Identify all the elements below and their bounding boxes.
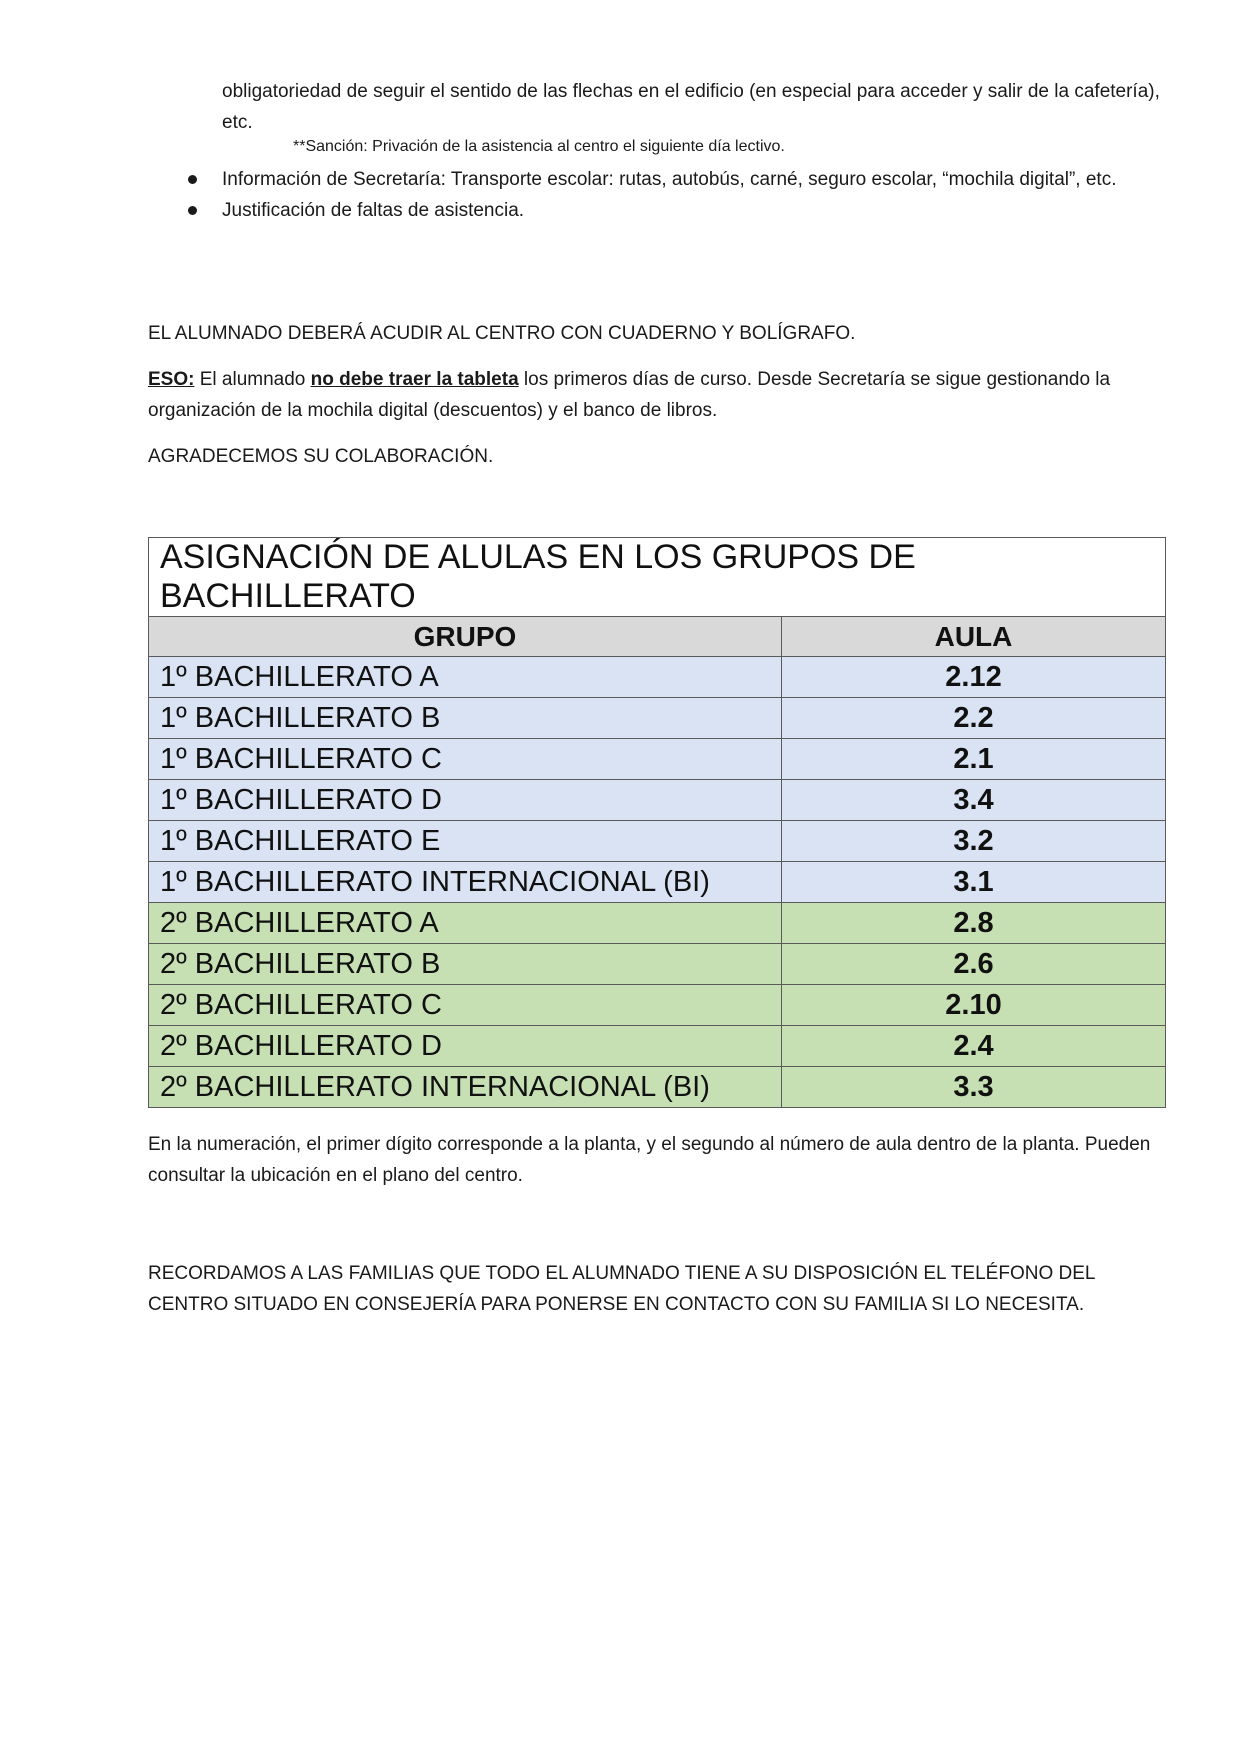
aulas-table (148, 537, 1166, 1108)
list-item-text: Información de Secretaría: Transporte escolar: rutas, autobús, carné, seguro escolar, “mochila digital”, etc. (222, 169, 1117, 190)
aula-cell: 3.2 (782, 821, 1166, 862)
alumnado-notice: EL ALUMNADO DEBERÁ ACUDIR AL CENTRO CON CUADERNO Y BOLÍGRAFO. (148, 323, 856, 344)
table-row (149, 698, 1166, 739)
table-row (149, 1067, 1166, 1108)
table-row (149, 1026, 1166, 1067)
grupo-cell: 2º BACHILLERATO D (149, 1026, 782, 1067)
grupo-cell: 1º BACHILLERATO A (149, 657, 782, 698)
grupo-cell: 1º BACHILLERATO INTERNACIONAL (BI) (149, 862, 782, 903)
grupo-cell: 1º BACHILLERATO B (149, 698, 782, 739)
aula-cell: 3.1 (782, 862, 1166, 903)
table-row (149, 780, 1166, 821)
aula-cell: 2.12 (782, 657, 1166, 698)
recordamos-note: RECORDAMOS A LAS FAMILIAS QUE TODO EL ALUMNADO TIENE A SU DISPOSICIÓN EL TELÉFONO DEL CENTRO SITUADO EN CONSEJERÍA PARA PONERSE EN CONTACTO CON SU FAMILIA SI LO NECESITA. (148, 1263, 1095, 1315)
grupo-cell: 2º BACHILLERATO B (149, 944, 782, 985)
continuation-text: obligatoriedad de seguir el sentido de las flechas en el edificio (en especial para acceder y salir de la cafetería), etc. (222, 81, 1160, 133)
list-item (0, 195, 1152, 226)
aula-cell: 2.1 (782, 739, 1166, 780)
column-header-aula: AULA (782, 617, 1166, 657)
table-row (149, 657, 1166, 698)
bullet-list (0, 164, 1240, 226)
aula-cell: 2.6 (782, 944, 1166, 985)
grupo-cell: 1º BACHILLERATO E (149, 821, 782, 862)
eso-label: ESO: (148, 369, 195, 390)
table-row (149, 739, 1166, 780)
eso-text-before: El alumnado (194, 369, 311, 390)
table-row (149, 944, 1166, 985)
eso-emphasis: no debe traer la tableta (310, 369, 519, 390)
table-row (149, 985, 1166, 1026)
column-header-grupo: GRUPO (149, 617, 782, 657)
table-row (149, 821, 1166, 862)
bullet-icon (188, 206, 197, 215)
table-row (149, 862, 1166, 903)
aula-cell: 2.10 (782, 985, 1166, 1026)
aula-cell: 2.8 (782, 903, 1166, 944)
numeracion-note: En la numeración, el primer dígito corresponde a la planta, y el segundo al número de aula dentro de la planta. Pueden consultar la ubicación en el plano del centro. (148, 1134, 1151, 1186)
aula-cell: 2.4 (782, 1026, 1166, 1067)
table-title: ASIGNACIÓN DE ALULAS EN LOS GRUPOS DE BACHILLERATO (149, 538, 1166, 617)
eso-text-after: los primeros días de curso. Desde Secretaría se sigue gestionando la organización de la mochila digital (descuentos) y el banco de libros. (148, 369, 1111, 421)
eso-paragraph (148, 364, 1168, 426)
grupo-cell: 2º BACHILLERATO INTERNACIONAL (BI) (149, 1067, 782, 1108)
sancion-note: **Sanción: Privación de la asistencia al centro el siguiente día lectivo. (293, 138, 785, 155)
aula-cell: 3.4 (782, 780, 1166, 821)
bullet-icon (188, 175, 197, 184)
aula-cell: 3.3 (782, 1067, 1166, 1108)
list-item (0, 164, 1152, 195)
agradecimiento: AGRADECEMOS SU COLABORACIÓN. (148, 446, 494, 467)
aula-cell: 2.2 (782, 698, 1166, 739)
grupo-cell: 1º BACHILLERATO C (149, 739, 782, 780)
grupo-cell: 2º BACHILLERATO C (149, 985, 782, 1026)
grupo-cell: 1º BACHILLERATO D (149, 780, 782, 821)
list-item-text: Justificación de faltas de asistencia. (222, 200, 525, 221)
grupo-cell: 2º BACHILLERATO A (149, 903, 782, 944)
table-row (149, 903, 1166, 944)
